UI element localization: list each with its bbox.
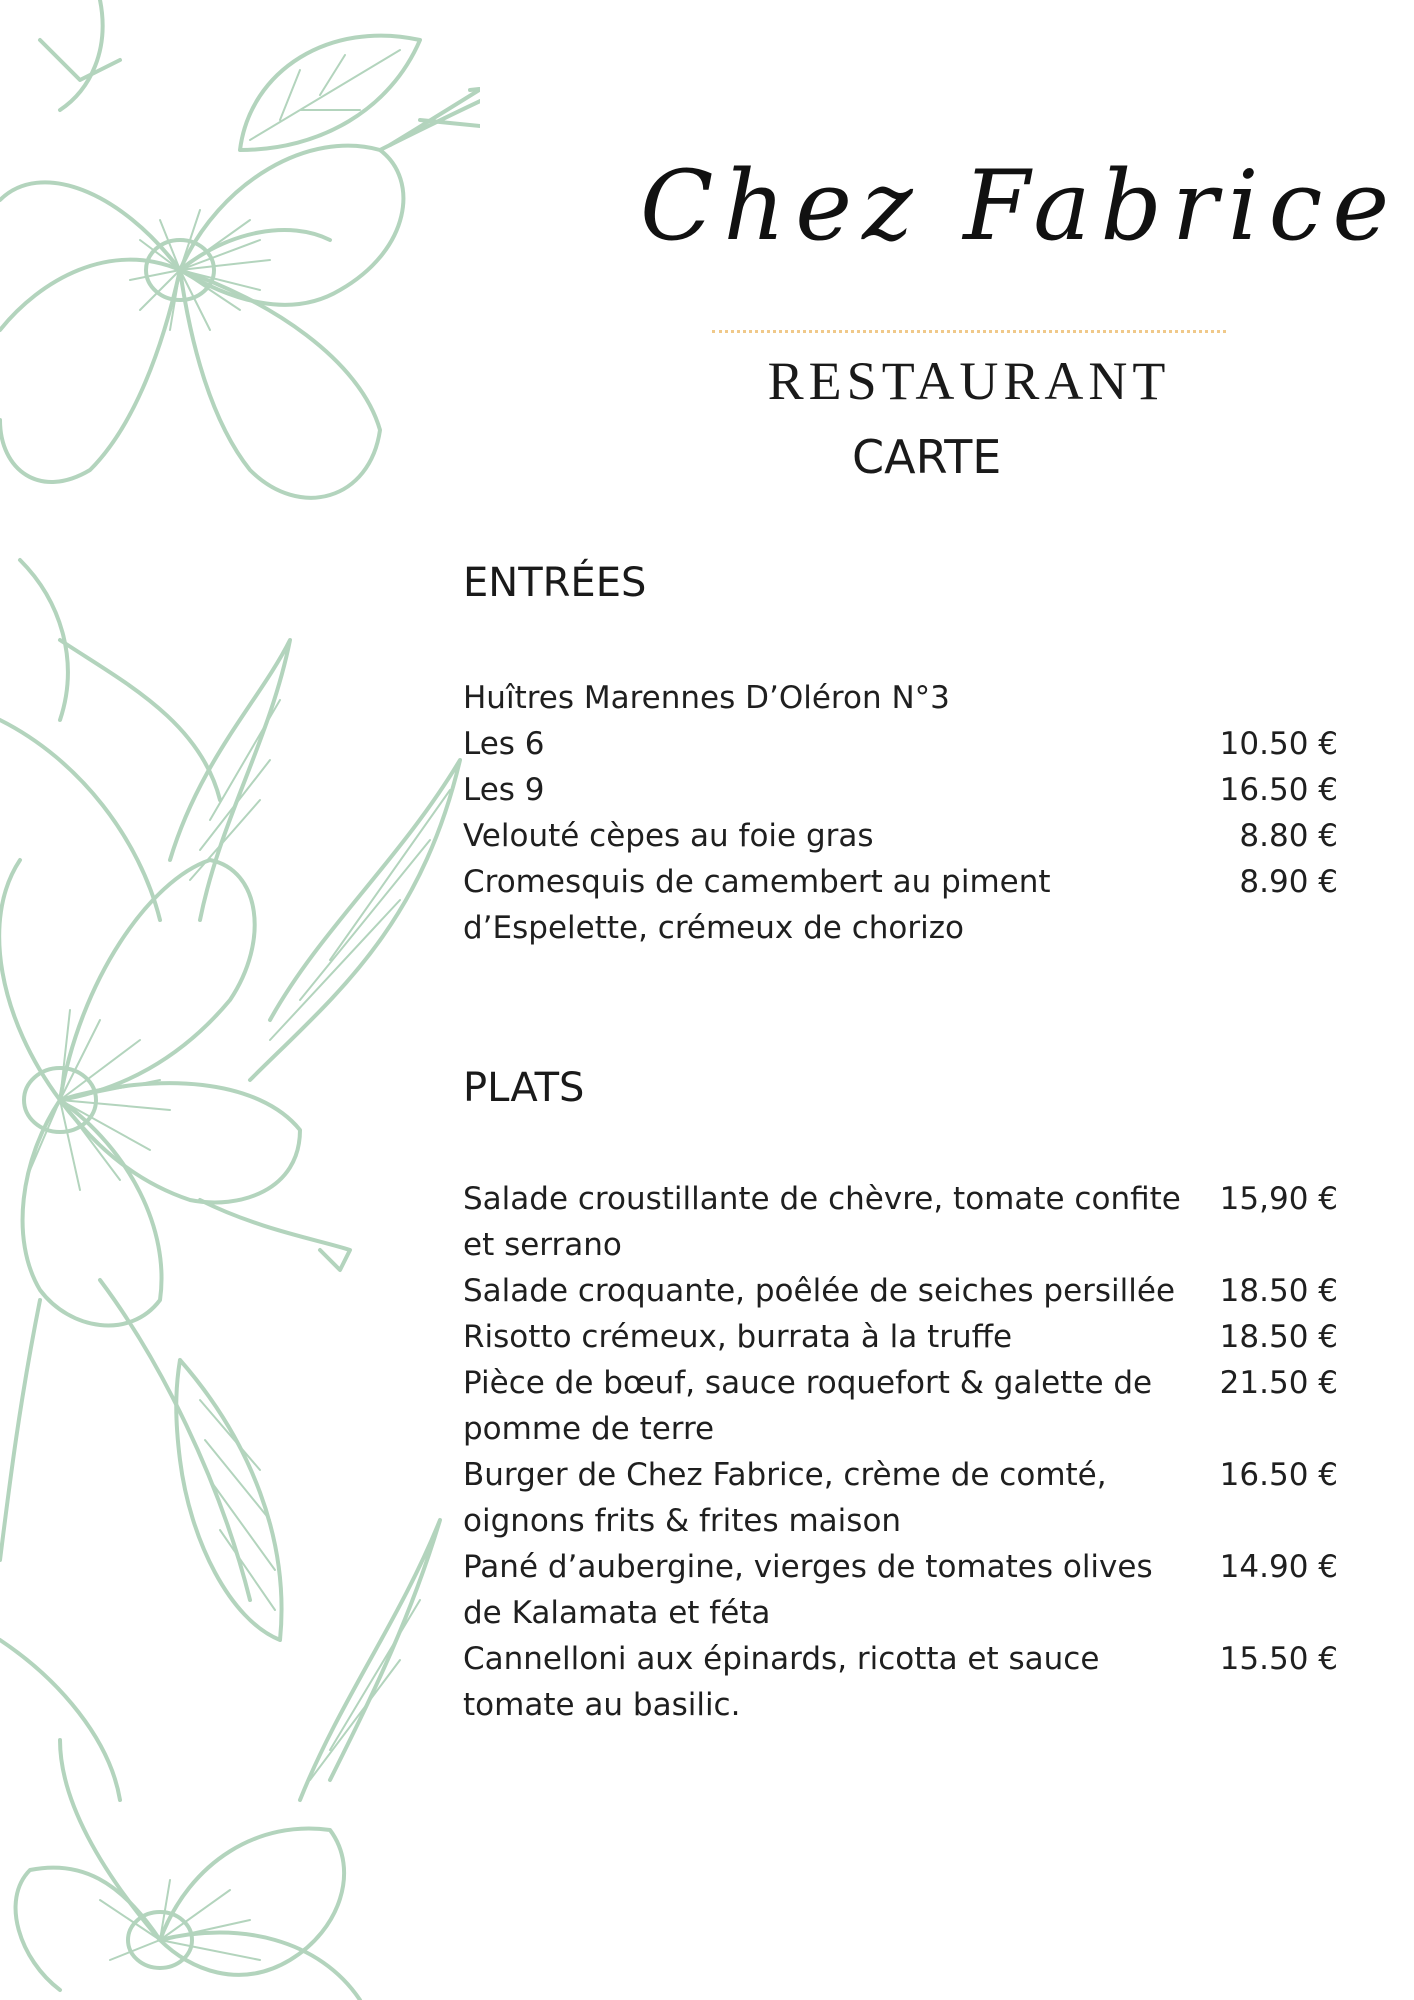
menu-item-price: 16.50 € xyxy=(1219,772,1338,808)
menu-item-price: 8.80 € xyxy=(1239,818,1338,854)
menu-item xyxy=(463,1636,1338,1728)
restaurant-name: Chez Fabrice xyxy=(640,150,1400,262)
menu-item xyxy=(463,675,1338,721)
menu-item-price: 15.50 € xyxy=(1219,1641,1338,1677)
entrees-list xyxy=(463,675,1338,951)
menu-item-name: Salade croustillante de chèvre, tomate confite et serrano xyxy=(463,1181,1181,1263)
restaurant-subtitle: RESTAURANT xyxy=(767,351,1171,411)
menu-item xyxy=(463,859,1338,951)
menu-item xyxy=(463,1452,1338,1544)
menu-item-name: Velouté cèpes au foie gras xyxy=(463,818,874,854)
menu-item-price: 16.50 € xyxy=(1219,1457,1338,1493)
flower-top xyxy=(0,0,480,498)
menu-item-name: Risotto crémeux, burrata à la truffe xyxy=(463,1319,1013,1355)
menu-item-price: 14.90 € xyxy=(1219,1549,1338,1585)
menu-item-name: Pièce de bœuf, sauce roquefort & galette de pomme de terre xyxy=(463,1365,1153,1447)
menu-item-name: Burger de Chez Fabrice, crème de comté, oignons frits & frites maison xyxy=(463,1457,1107,1539)
menu-item xyxy=(463,1268,1338,1314)
menu-item-name: Cannelloni aux épinards, ricotta et sauce tomate au basilic. xyxy=(463,1641,1100,1723)
title-divider xyxy=(712,330,1226,333)
menu-item-name: Huîtres Marennes D’Oléron N°3 xyxy=(463,680,950,716)
floral-illustration xyxy=(0,0,480,2000)
menu-item-name: Les 9 xyxy=(463,772,545,808)
menu-item-price: 15,90 € xyxy=(1219,1181,1338,1217)
menu-item-price: 10.50 € xyxy=(1219,726,1338,762)
flower-bottom xyxy=(0,1520,440,2000)
menu-item xyxy=(463,813,1338,859)
menu-item xyxy=(463,1314,1338,1360)
menu-item xyxy=(463,1176,1338,1268)
plats-list xyxy=(463,1176,1338,1728)
menu-item-price: 18.50 € xyxy=(1219,1319,1338,1355)
leaf-stem-middle xyxy=(0,1280,282,1640)
menu-item xyxy=(463,767,1338,813)
menu-item-price: 18.50 € xyxy=(1219,1273,1338,1309)
section-title-plats: PLATS xyxy=(463,1065,585,1111)
menu-item-price: 8.90 € xyxy=(1239,864,1338,900)
menu-item-name: Pané d’aubergine, vierges de tomates olives de Kalamata et féta xyxy=(463,1549,1153,1631)
menu-item xyxy=(463,721,1338,767)
menu-item xyxy=(463,1544,1338,1636)
flower-middle xyxy=(0,560,460,1325)
section-title-entrees: ENTRÉES xyxy=(463,560,647,606)
menu-item xyxy=(463,1360,1338,1452)
menu-title: CARTE xyxy=(852,430,1002,484)
menu-item-name: Les 6 xyxy=(463,726,545,762)
menu-item-name: Salade croquante, poêlée de seiches persillée xyxy=(463,1273,1176,1309)
menu-item-price: 21.50 € xyxy=(1219,1365,1338,1401)
menu-item-name: Cromesquis de camembert au piment d’Espelette, crémeux de chorizo xyxy=(463,864,1051,946)
